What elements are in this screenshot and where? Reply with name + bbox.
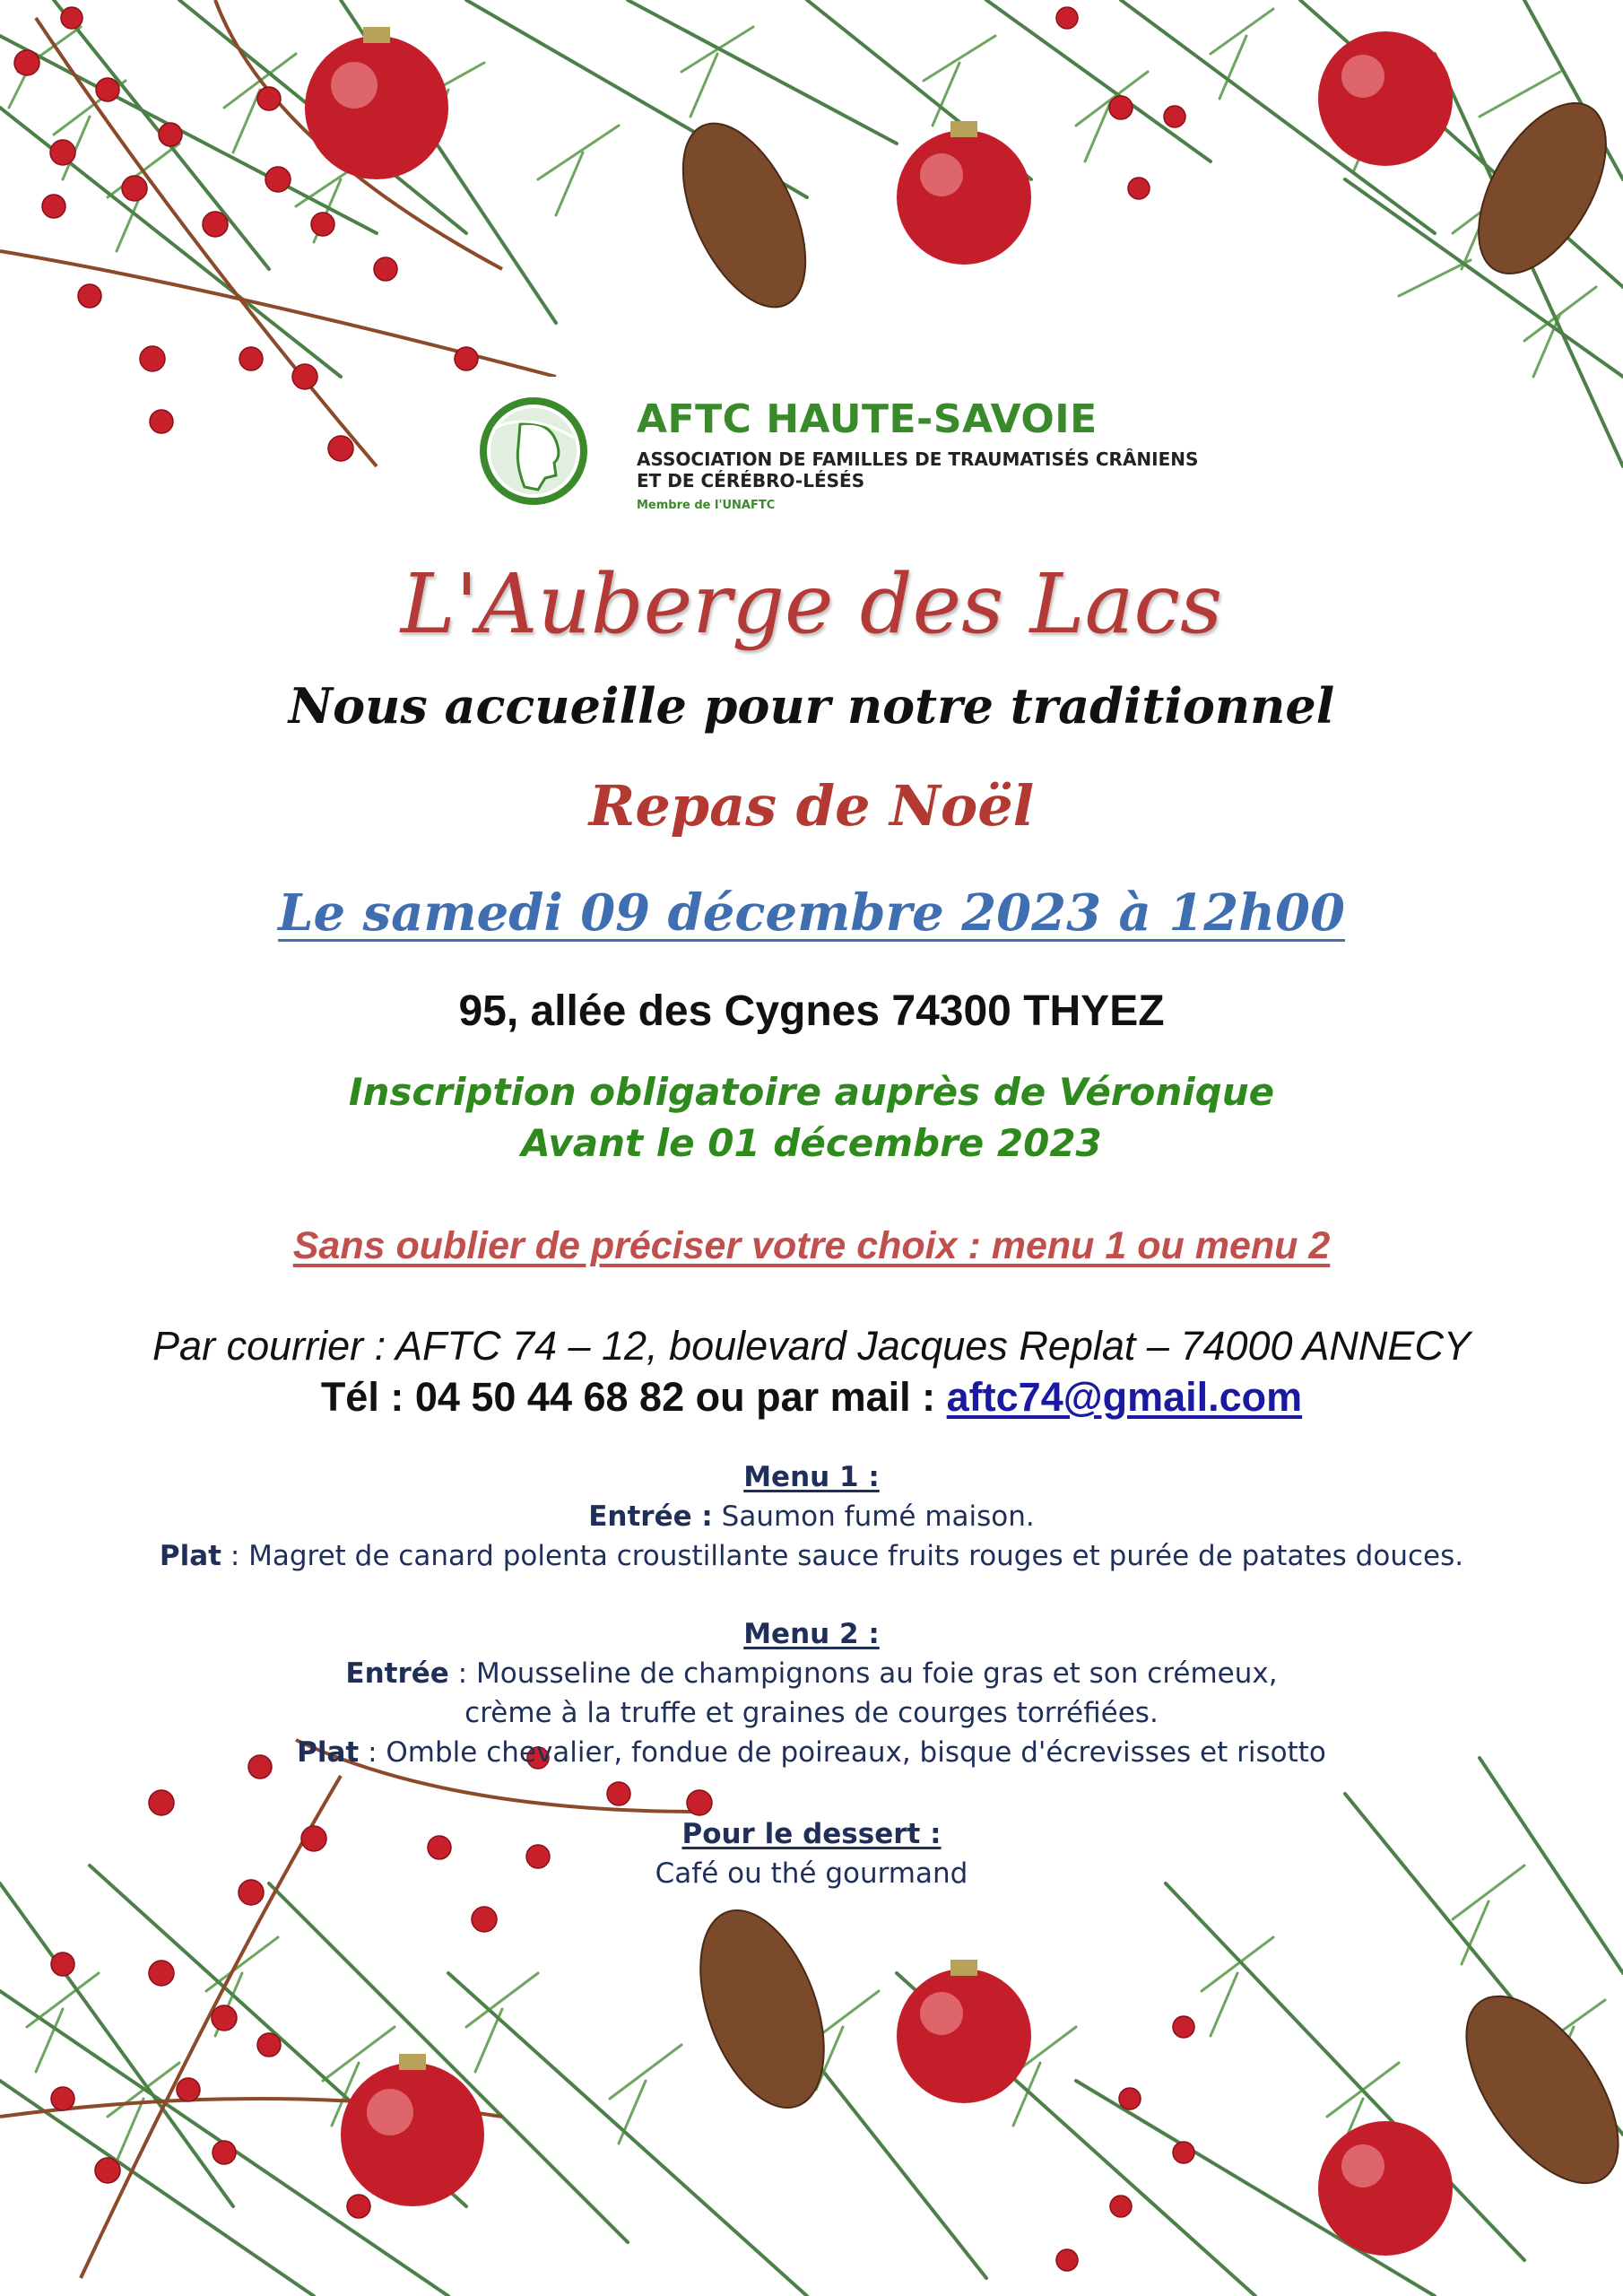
menu1-starter bbox=[0, 1497, 1623, 1536]
menu2-starter-continued: crème à la truffe et graines de courges torréfiées. bbox=[464, 1697, 1159, 1729]
logo-subtitle-line1: ASSOCIATION DE FAMILLES DE TRAUMATISÉS CRÂNIENS bbox=[637, 448, 1199, 470]
phone-email-contact bbox=[0, 1374, 1623, 1421]
menu1-starter-label: Entrée : bbox=[588, 1500, 713, 1533]
menu-choice-reminder: Sans oublier de préciser votre choix : menu 1 ou menu 2 bbox=[292, 1224, 1331, 1267]
menu1-title: Menu 1 : bbox=[743, 1461, 880, 1493]
event-date: Le samedi 09 décembre 2023 à 12h00 bbox=[278, 883, 1345, 943]
postal-contact: Par courrier : AFTC 74 – 12, boulevard Jacques Replat – 74000 ANNECY bbox=[152, 1323, 1471, 1369]
menu1-starter-text: Saumon fumé maison. bbox=[712, 1500, 1035, 1533]
venue-title: L'Auberge des Lacs bbox=[400, 556, 1223, 652]
menu2-main bbox=[0, 1733, 1623, 1772]
dessert-text: Café ou thé gourmand bbox=[655, 1857, 968, 1890]
welcome-line: Nous accueille pour notre traditionnel bbox=[288, 677, 1335, 735]
menu2-main-text: : Omble chevalier, fondue de poireaux, bisque d'écrevisses et risotto bbox=[359, 1736, 1326, 1769]
logo-subtitle-line2: ET DE CÉRÉBRO-LÉSÉS bbox=[637, 470, 865, 491]
registration-line: Inscription obligatoire auprès de Véronique bbox=[348, 1070, 1275, 1114]
dessert-title: Pour le dessert : bbox=[681, 1818, 942, 1850]
menu2-starter bbox=[0, 1654, 1623, 1693]
logo-emblem-icon bbox=[475, 393, 592, 509]
menu2-starter-text: : Mousseline de champignons au foie gras et son crémeux, bbox=[448, 1657, 1278, 1690]
menu1-main-label: Plat bbox=[159, 1540, 221, 1572]
email-link[interactable]: aftc74@gmail.com bbox=[946, 1374, 1303, 1420]
menu2-title: Menu 2 : bbox=[743, 1618, 880, 1650]
christmas-garland-bottom bbox=[0, 1704, 1623, 2296]
menu1-main bbox=[0, 1536, 1623, 1576]
registration-deadline: Avant le 01 décembre 2023 bbox=[521, 1121, 1102, 1165]
logo-member-text: Membre de l'UNAFTC bbox=[637, 499, 776, 512]
phone-text: Tél : 04 50 44 68 82 ou par mail : bbox=[320, 1374, 947, 1420]
aftc-logo bbox=[453, 377, 1199, 529]
logo-title: AFTC HAUTE-SAVOIE bbox=[637, 396, 1098, 442]
event-title: Repas de Noël bbox=[588, 773, 1035, 839]
menu2-main-label: Plat bbox=[297, 1736, 360, 1769]
menu2-starter-label: Entrée bbox=[345, 1657, 449, 1690]
menu1-main-text: : Magret de canard polenta croustillante sauce fruits rouges et purée de patates douces. bbox=[221, 1540, 1464, 1572]
venue-address: 95, allée des Cygnes 74300 THYEZ bbox=[458, 987, 1165, 1035]
